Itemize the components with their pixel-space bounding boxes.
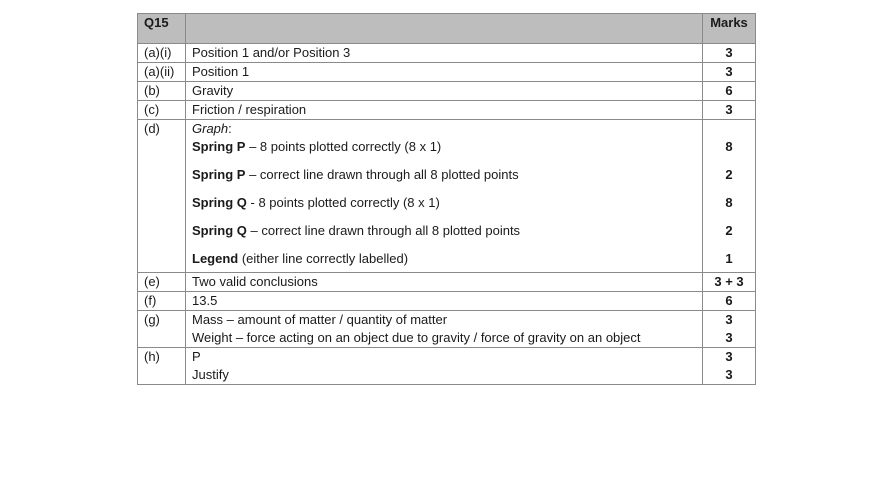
marks-value: 8 — [725, 195, 733, 210]
graph-label: Graph — [192, 121, 229, 136]
question-header: Q15 — [138, 14, 186, 44]
marks-value: 3 — [703, 63, 756, 82]
part-label: (b) — [138, 82, 186, 101]
header-row — [138, 14, 756, 44]
answer-cell — [186, 311, 703, 348]
marks-value: 1 — [725, 251, 733, 266]
answer-line: Mass – amount of matter / quantity of matter — [192, 312, 448, 327]
criterion-key: Spring P — [192, 167, 246, 182]
marks-value: 3 — [725, 330, 733, 345]
table-row — [138, 82, 756, 101]
criterion-text: – correct line drawn through all 8 plotted points — [245, 167, 519, 182]
graph-colon: : — [228, 121, 232, 136]
criterion-line — [192, 250, 696, 272]
marks-value: 2 — [725, 167, 733, 182]
part-label: (d) — [138, 120, 186, 273]
marks-value: 3 — [703, 101, 756, 120]
answer-line: P — [192, 349, 201, 364]
part-label: (g) — [138, 311, 186, 348]
graph-heading — [192, 120, 696, 138]
marking-scheme — [137, 13, 756, 385]
table-row — [138, 292, 756, 311]
table-row — [138, 44, 756, 63]
table-row — [138, 63, 756, 82]
answer-text: Gravity — [186, 82, 703, 101]
table-row — [138, 273, 756, 292]
criterion-key: Spring P — [192, 139, 246, 154]
part-label: (f) — [138, 292, 186, 311]
table-row-d — [138, 120, 756, 273]
marks-value: 3 — [725, 349, 733, 364]
answer-text: Two valid conclusions — [186, 273, 703, 292]
answer-line: Justify — [192, 367, 229, 382]
answer-text: Friction / respiration — [186, 101, 703, 120]
marks-value: 8 — [725, 139, 733, 154]
criterion-line — [192, 194, 696, 222]
marks-value: 3 — [725, 312, 733, 327]
criterion-key: Legend — [192, 251, 239, 266]
marks-value: 6 — [703, 82, 756, 101]
marks-value: 3 — [703, 44, 756, 63]
answer-line: Weight – force acting on an object due to gravity / force of gravity on an object — [192, 330, 641, 345]
answer-text: Position 1 and/or Position 3 — [186, 44, 703, 63]
answer-cell — [186, 120, 703, 273]
table-row — [138, 348, 756, 385]
marks-table — [137, 13, 756, 385]
criterion-text: - 8 points plotted correctly (8 x 1) — [246, 195, 440, 210]
table-row — [138, 101, 756, 120]
answer-text: Position 1 — [186, 63, 703, 82]
criterion-line — [192, 138, 696, 166]
answer-header — [186, 14, 703, 44]
part-label: (a)(i) — [138, 44, 186, 63]
table-row — [138, 311, 756, 348]
criterion-text: (either line correctly labelled) — [238, 251, 409, 266]
criterion-line — [192, 222, 696, 250]
marks-value: 2 — [725, 223, 733, 238]
answer-text: 13.5 — [186, 292, 703, 311]
marks-cell — [703, 120, 756, 273]
answer-cell — [186, 348, 703, 385]
part-label: (h) — [138, 348, 186, 385]
part-label: (a)(ii) — [138, 63, 186, 82]
marks-value: 3 — [725, 367, 733, 382]
marks-cell — [703, 311, 756, 348]
part-label: (c) — [138, 101, 186, 120]
marks-header: Marks — [703, 14, 756, 44]
criterion-text: – correct line drawn through all 8 plotted points — [246, 223, 521, 238]
criterion-text: – 8 points plotted correctly (8 x 1) — [245, 139, 442, 154]
criterion-line — [192, 166, 696, 194]
marks-value: 3 + 3 — [703, 273, 756, 292]
marks-value: 6 — [703, 292, 756, 311]
criterion-key: Spring Q — [192, 195, 247, 210]
criterion-key: Spring Q — [192, 223, 247, 238]
part-label: (e) — [138, 273, 186, 292]
marks-cell — [703, 348, 756, 385]
